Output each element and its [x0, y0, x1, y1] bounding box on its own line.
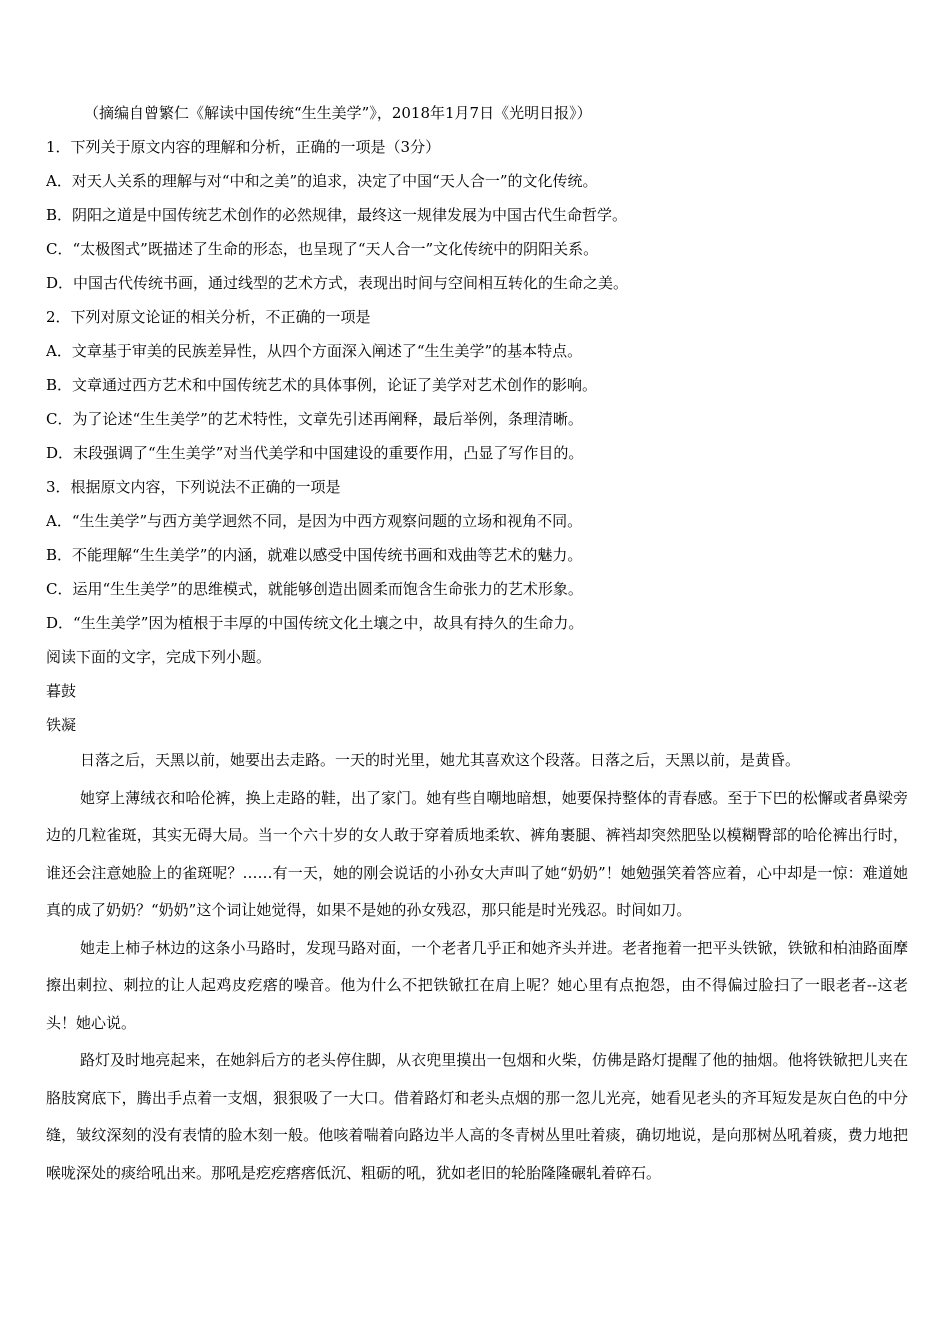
option-d: D．末段强调了“生生美学”对当代美学和中国建设的重要作用，凸显了写作目的。: [46, 444, 584, 462]
question-1: [46, 130, 908, 300]
story-paragraph: 路灯及时地亮起来，在她斜后方的老头停住脚，从衣兜里摸出一包烟和火柴，仿佛是路灯提醒了他的抽烟。他将铁锨把儿夹在胳肢窝底下，腾出手点着一支烟，狠狠吸了一大口。借着路灯和老头点烟的那一忽儿光亮，她看见老头的齐耳短发是灰白色的中分缝，皱纹深刻的没有表情的脸木刻一般。他咳着喘着向路边半人高的冬青树丛里吐着痰，确切地说，是向那树丛吼着痰，费力地把喉咙深处的痰给吼出来。那吼是疙疙瘩瘩低沉、粗砺的吼，犹如老旧的轮胎隆隆碾轧着碎石。: [46, 1051, 908, 1182]
option-a: A．“生生美学”与西方美学迥然不同，是因为中西方观察问题的立场和视角不同。: [46, 512, 583, 530]
question-stem: 1．下列关于原文内容的理解和分析，正确的一项是（3分）: [46, 138, 441, 156]
question-stem: 3．根据原文内容，下列说法不正确的一项是: [46, 478, 341, 496]
option-d: D．中国古代传统书画，通过线型的艺术方式，表现出时间与空间相互转化的生命之美。: [46, 274, 629, 292]
story-author: 铁凝: [46, 716, 77, 734]
reading-instruction: 阅读下面的文字，完成下列小题。: [46, 648, 272, 666]
option-a: A．对天人关系的理解与对“中和之美”的追求，决定了中国“天人合一”的文化传统。: [46, 172, 598, 190]
option-c: C．运用“生生美学”的思维模式，就能够创造出圆柔而饱含生命张力的艺术形象。: [46, 580, 583, 598]
option-b: B．不能理解“生生美学”的内涵，就难以感受中国传统书画和戏曲等艺术的魅力。: [46, 546, 583, 564]
option-b: B．阴阳之道是中国传统艺术创作的必然规律，最终这一规律发展为中国古代生命哲学。: [46, 206, 628, 224]
question-3: [46, 470, 908, 640]
question-stem: 2．下列对原文论证的相关分析，不正确的一项是: [46, 308, 371, 326]
document-page: [46, 96, 908, 1192]
source-citation: （摘编自曾繁仁《解读中国传统“生生美学”》，2018年1月7日《光明日报》）: [84, 104, 592, 122]
story-title: 暮鼓: [46, 682, 77, 700]
story-paragraph: 她穿上薄绒衣和哈伦裤，换上走路的鞋，出了家门。她有些自嘲地暗想，她要保持整体的青春感。至于下巴的松懈或者鼻梁旁边的几粒雀斑，其实无碍大局。当一个六十岁的女人敢于穿着质地柔软、裤角裹腿、裤裆却突然肥坠以模糊臀部的哈伦裤出行时，谁还会注意她脸上的雀斑呢？……有一天，她的刚会说话的小孙女大声叫了她“奶奶”！她勉强笑着答应着，心中却是一惊：难道她真的成了奶奶？“奶奶”这个词让她觉得，如果不是她的孙女残忍，那只能是时光残忍。时间如刀。: [46, 788, 908, 919]
option-c: C．“太极图式”既描述了生命的形态，也呈现了“天人合一”文化传统中的阴阳关系。: [46, 240, 599, 258]
option-c: C．为了论述“生生美学”的艺术特性，文章先引述再阐释，最后举例，条理清晰。: [46, 410, 583, 428]
option-d: D．“生生美学”因为植根于丰厚的中国传统文化土壤之中，故具有持久的生命力。: [46, 614, 584, 632]
question-2: [46, 300, 908, 470]
story-paragraph: 她走上柿子林边的这条小马路时，发现马路对面，一个老者几乎正和她齐头并进。老者拖着一把平头铁锨，铁锨和柏油路面摩擦出刺拉、刺拉的让人起鸡皮疙瘩的噪音。他为什么不把铁锨扛在肩上呢？她心里有点抱怨，由不得偏过脸扫了一眼老者--这老头！她心说。: [46, 938, 908, 1032]
option-b: B．文章通过西方艺术和中国传统艺术的具体事例，论证了美学对艺术创作的影响。: [46, 376, 598, 394]
option-a: A．文章基于审美的民族差异性，从四个方面深入阐述了“生生美学”的基本特点。: [46, 342, 583, 360]
story-paragraph: 日落之后，天黑以前，她要出去走路。一天的时光里，她尤其喜欢这个段落。日落之后，天黑以前，是黄昏。: [80, 751, 801, 769]
story-body: [46, 742, 908, 1192]
